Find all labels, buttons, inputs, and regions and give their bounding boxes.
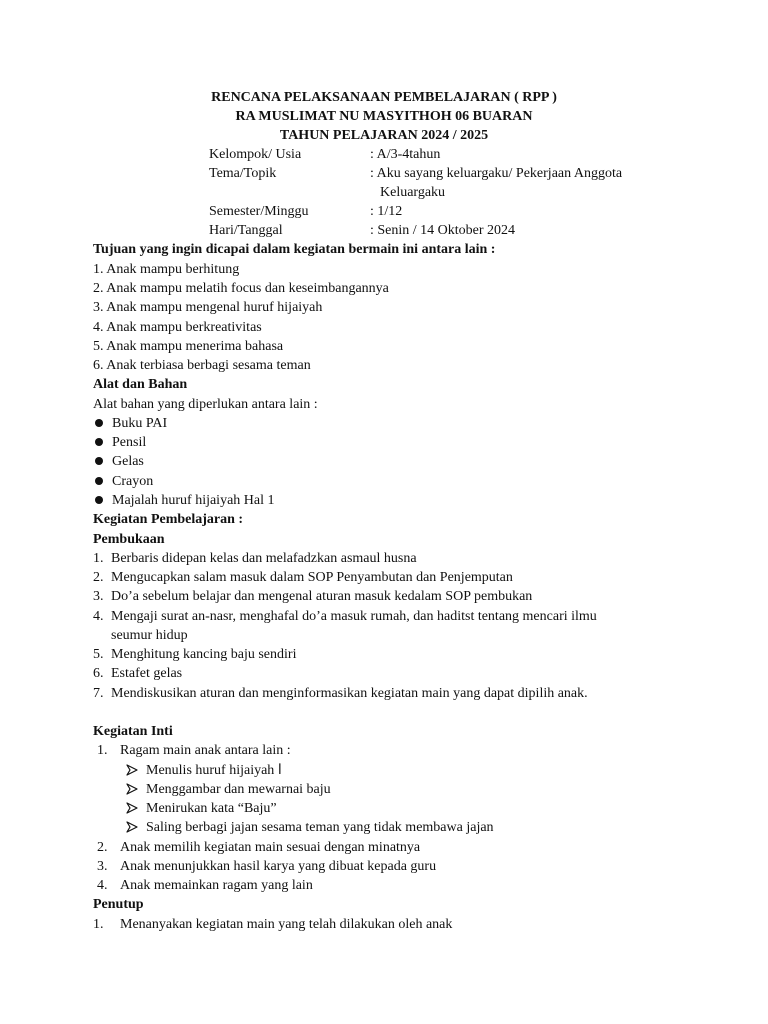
inti-number: 2. — [97, 840, 108, 855]
pembukaan-item: Do’a sebelum belajar dan mengenal aturan masuk kedalam SOP pembukan — [111, 589, 533, 604]
tujuan-item: 4. Anak mampu berkreativitas — [93, 320, 262, 335]
alat-item — [93, 491, 275, 510]
alat-item — [93, 472, 153, 491]
pembukaan-number: 7. — [93, 686, 104, 701]
kelompok-label: Kelompok/ Usia — [209, 147, 302, 162]
ragam-item — [126, 818, 494, 837]
inti-number: 1. — [97, 743, 108, 758]
pembukaan-item-continued: seumur hidup — [111, 628, 188, 643]
semester-label: Semester/Minggu — [209, 204, 309, 219]
penutup-heading: Penutup — [93, 897, 144, 912]
tema-value-continued: Keluargaku — [380, 185, 446, 200]
tujuan-heading: Tujuan yang ingin dicapai dalam kegiatan bermain ini antara lain : — [93, 242, 496, 257]
pembukaan-number: 2. — [93, 570, 104, 585]
pembukaan-number: 5. — [93, 647, 104, 662]
alat-item-label: Buku PAI — [112, 416, 168, 431]
bullet-icon — [95, 438, 103, 446]
arrowhead-bullet-icon — [126, 764, 138, 776]
inti-number: 4. — [97, 878, 108, 893]
inti-item: Ragam main anak antara lain : — [120, 743, 291, 758]
ragam-item-label: Menggambar dan mewarnai baju — [146, 782, 331, 797]
tema-value: : Aku sayang keluargaku/ Pekerjaan Anggota — [370, 166, 623, 181]
tujuan-item: 5. Anak mampu menerima bahasa — [93, 339, 284, 354]
tujuan-item: 1. Anak mampu berhitung — [93, 262, 240, 277]
alat-item — [93, 452, 144, 471]
penutup-item: Menanyakan kegiatan main yang telah dilakukan oleh anak — [120, 917, 453, 932]
tema-label: Tema/Topik — [209, 166, 277, 181]
hari-value: : Senin / 14 Oktober 2024 — [370, 223, 516, 238]
kegiatan-heading: Kegiatan Pembelajaran : — [93, 512, 244, 527]
inti-number: 3. — [97, 859, 108, 874]
ragam-item — [126, 799, 277, 818]
document-title: RENCANA PELAKSANAAN PEMBELAJARAN ( RPP ) — [211, 90, 557, 105]
bullet-icon — [95, 477, 103, 485]
pembukaan-item: Mengucapkan salam masuk dalam SOP Penyambutan dan Penjemputan — [111, 570, 513, 585]
inti-item: Anak menunjukkan hasil karya yang dibuat kepada guru — [120, 859, 437, 874]
alat-heading: Alat dan Bahan — [93, 377, 188, 392]
pembukaan-number: 3. — [93, 589, 104, 604]
alat-intro: Alat bahan yang diperlukan antara lain : — [93, 397, 318, 412]
ragam-item-label: Saling berbagi jajan sesama teman yang tidak membawa jajan — [146, 820, 494, 835]
school-name: RA MUSLIMAT NU MASYITHOH 06 BUARAN — [235, 109, 533, 124]
arrowhead-bullet-icon — [126, 821, 138, 833]
ragam-item-label: Menulis huruf hijaiyah ا — [146, 763, 282, 778]
inti-item: Anak memainkan ragam yang lain — [120, 878, 313, 893]
ragam-item — [126, 761, 282, 780]
academic-year: TAHUN PELAJARAN 2024 / 2025 — [279, 128, 489, 143]
ragam-item-label: Menirukan kata “Baju” — [146, 801, 277, 816]
arrowhead-bullet-icon — [126, 802, 138, 814]
pembukaan-item: Mengaji surat an-nasr, menghafal do’a masuk rumah, dan haditst tentang mencari ilmu — [111, 609, 597, 624]
alat-item — [93, 433, 146, 452]
pembukaan-number: 4. — [93, 609, 104, 624]
alat-item-label: Pensil — [112, 435, 147, 450]
tujuan-item: 2. Anak mampu melatih focus dan keseimbangannya — [93, 281, 389, 296]
pembukaan-item: Mendiskusikan aturan dan menginformasikan kegiatan main yang dapat dipilih anak. — [111, 686, 588, 701]
kelompok-value: : A/3-4tahun — [370, 147, 441, 162]
alat-item — [93, 414, 167, 433]
alat-item-label: Majalah huruf hijaiyah Hal 1 — [112, 493, 275, 508]
bullet-icon — [95, 457, 103, 465]
arrowhead-bullet-icon — [126, 783, 138, 795]
tujuan-item: 3. Anak mampu mengenal huruf hijaiyah — [93, 300, 323, 315]
pembukaan-heading: Pembukaan — [93, 532, 165, 547]
alat-item-label: Gelas — [112, 454, 144, 469]
tujuan-item: 6. Anak terbiasa berbagi sesama teman — [93, 358, 311, 373]
pembukaan-item: Menghitung kancing baju sendiri — [111, 647, 297, 662]
alat-item-label: Crayon — [112, 474, 154, 489]
pembukaan-number: 1. — [93, 551, 104, 566]
hari-label: Hari/Tanggal — [209, 223, 283, 238]
inti-heading: Kegiatan Inti — [93, 724, 173, 739]
penutup-number: 1. — [93, 917, 104, 932]
semester-value: : 1/12 — [370, 204, 403, 219]
pembukaan-item: Estafet gelas — [111, 666, 183, 681]
ragam-item — [126, 780, 331, 799]
inti-item: Anak memilih kegiatan main sesuai dengan minatnya — [120, 840, 421, 855]
bullet-icon — [95, 496, 103, 504]
pembukaan-item: Berbaris didepan kelas dan melafadzkan asmaul husna — [111, 551, 417, 566]
pembukaan-number: 6. — [93, 666, 104, 681]
bullet-icon — [95, 419, 103, 427]
